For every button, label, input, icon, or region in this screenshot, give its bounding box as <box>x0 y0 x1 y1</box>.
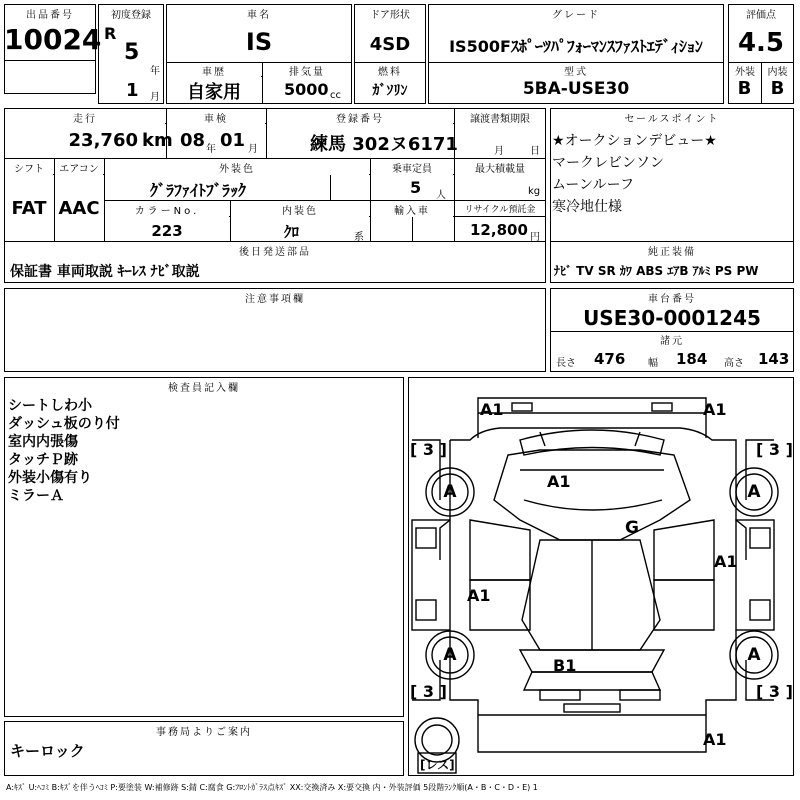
door-type: 4SD <box>369 34 411 55</box>
mark-left-front-fender: [ 3 ] <box>410 440 447 459</box>
length: 476 <box>594 350 626 368</box>
ac: AAC <box>58 198 100 219</box>
mark-roof: G <box>625 518 639 538</box>
int-color-label: 内装色 <box>231 202 369 217</box>
fuel: ｶﾞｿﾘﾝ <box>372 83 408 99</box>
capacity: 5 <box>410 178 422 197</box>
mileage-unit: km <box>142 130 173 151</box>
inspector-line-3: 室内内張傷 <box>8 434 78 450</box>
model-label: 型式 <box>429 63 723 78</box>
height: 143 <box>758 350 790 368</box>
capacity-label: 乗車定員 <box>371 160 453 175</box>
first-reg-year: 5 <box>124 40 140 65</box>
mark-front-left-corner: A1 <box>480 400 504 419</box>
mark-left-rear-fender: [ 3 ] <box>410 682 447 701</box>
door-label: ドア形状 <box>355 6 425 21</box>
lot-number: 10024 <box>4 23 102 56</box>
chassis-label: 車台番号 <box>551 290 793 305</box>
color-no-label: カラーNo. <box>105 202 229 217</box>
mark-right-door: A1 <box>714 552 738 571</box>
color-no: 223 <box>151 222 183 240</box>
mark-rear-left-tire: A <box>443 645 457 665</box>
score: 4.5 <box>737 28 785 58</box>
first-reg-month: 1 <box>126 80 139 101</box>
mark-right-rear-fender: [ 3 ] <box>756 682 793 701</box>
inspector-line-5: 外装小傷有り <box>8 470 92 486</box>
notes-label: 注意事項欄 <box>5 290 545 305</box>
spare-tire-label: [レス] <box>420 758 455 772</box>
inspector-line-4: タッチＰ跡 <box>8 452 78 468</box>
mark-front-right-tire: A <box>747 482 761 502</box>
mark-trunk: B1 <box>553 656 577 675</box>
shift: FAT <box>11 198 47 219</box>
sales-point-2: マークレビンソン <box>552 155 664 171</box>
ext-label: 外装 <box>729 63 761 78</box>
ext-color-label: 外装色 <box>105 160 369 175</box>
era: R <box>104 24 117 43</box>
inspector-line-6: ミラーＡ <box>8 488 64 504</box>
mileage: 23,760 <box>68 130 138 151</box>
office-label: 事務局よりご案内 <box>5 723 403 738</box>
mark-right-front-fender: [ 3 ] <box>756 440 793 459</box>
displacement: 5000 <box>284 80 329 99</box>
inspection-month: 01 <box>220 130 246 151</box>
car-name: IS <box>245 28 273 56</box>
load-label: 最大積載量 <box>455 160 545 175</box>
inspector-line-1: シートしわ小 <box>8 398 92 414</box>
legend: A:ｷｽﾞ U:ﾍｺﾐ B:ｷｽﾞを伴うﾍｺﾐ P:要塗装 W:補修跡 S:錆 C:腐食 G:ﾌﾛﾝﾄｶﾞﾗｽ点ｷｽﾞ XX:交換済み X:要交換 内・外装評価 5段階ﾗﾝｸ順(A・B・C・D・E) 1 <box>6 783 538 792</box>
import-label: 輸入車 <box>371 202 453 217</box>
inspection-label: 車検 <box>167 110 265 125</box>
spec-label: 諸元 <box>551 332 793 347</box>
history-label: 車歴 <box>167 63 261 78</box>
car-name-label: 車名 <box>167 6 351 21</box>
ac-label: エアコン <box>55 160 103 175</box>
sales-point-3: ムーンルーフ <box>552 177 634 193</box>
inspection-year: 08 <box>180 130 206 151</box>
fuel-label: 燃料 <box>355 63 425 78</box>
shift-label: シフト <box>5 160 53 175</box>
mileage-label: 走行 <box>5 110 165 125</box>
width: 184 <box>676 350 708 368</box>
int-color: ｸﾛ <box>284 223 300 241</box>
recycle: 12,800 <box>470 221 528 239</box>
score-label: 評価点 <box>729 6 793 21</box>
mark-left-door: A1 <box>467 586 491 605</box>
int-label: 内装 <box>762 63 793 78</box>
grade: IS500Fｽﾎﾟｰﾂﾊﾟﾌｫｰﾏﾝｽﾌｧｽﾄｴﾃﾞｨｼｮﾝ <box>449 37 703 56</box>
inspector-line-2: ダッシュ板のり付 <box>8 416 120 432</box>
parts-label: 後日発送部品 <box>5 243 545 258</box>
chassis-number: USE30-0001245 <box>583 306 761 330</box>
sales-point-4: 寒冷地仕様 <box>552 199 622 215</box>
parts-value: 保証書 車両取説 ｷｰﾚｽ ﾅﾋﾞ取説 <box>10 264 200 280</box>
ext-grade: B <box>737 78 752 99</box>
mark-hood: A1 <box>547 472 571 491</box>
equipment-value: ﾅﾋﾞ TV SR ｶﾜ ABS ｴｱB ｱﾙﾐ PS PW <box>554 264 759 278</box>
first-reg-label: 初度登録 <box>99 6 163 21</box>
transfer-label: 譲渡書類期限 <box>455 110 545 125</box>
mark-front-right-corner: A1 <box>703 400 727 419</box>
mark-rear-right-tire: A <box>747 645 761 665</box>
recycle-label: リサイクル預託金 <box>455 202 545 215</box>
sales-point-label: セールスポイント <box>551 110 793 125</box>
model: 5BA-USE30 <box>522 79 630 99</box>
reg-label: 登録番号 <box>267 110 453 125</box>
sales-point-1: ★オークションデビュー★ <box>552 133 717 149</box>
reg-number: 練馬 302ヌ6171 <box>310 134 458 155</box>
displacement-label: 排気量 <box>263 63 351 78</box>
inspector-label: 検査員記入欄 <box>5 379 403 394</box>
grade-label: グレード <box>429 6 723 21</box>
ext-color: ｸﾞﾗﾌｧｲﾄﾌﾞﾗｯｸ <box>150 181 247 200</box>
history: 自家用 <box>187 82 241 103</box>
mark-rear-bumper: A1 <box>703 730 727 749</box>
lot-label: 出品番号 <box>5 6 95 21</box>
office-value: キーロック <box>10 742 85 760</box>
int-grade: B <box>770 78 785 99</box>
mark-front-left-tire: A <box>443 482 457 502</box>
equipment-label: 純正装備 <box>551 243 793 258</box>
